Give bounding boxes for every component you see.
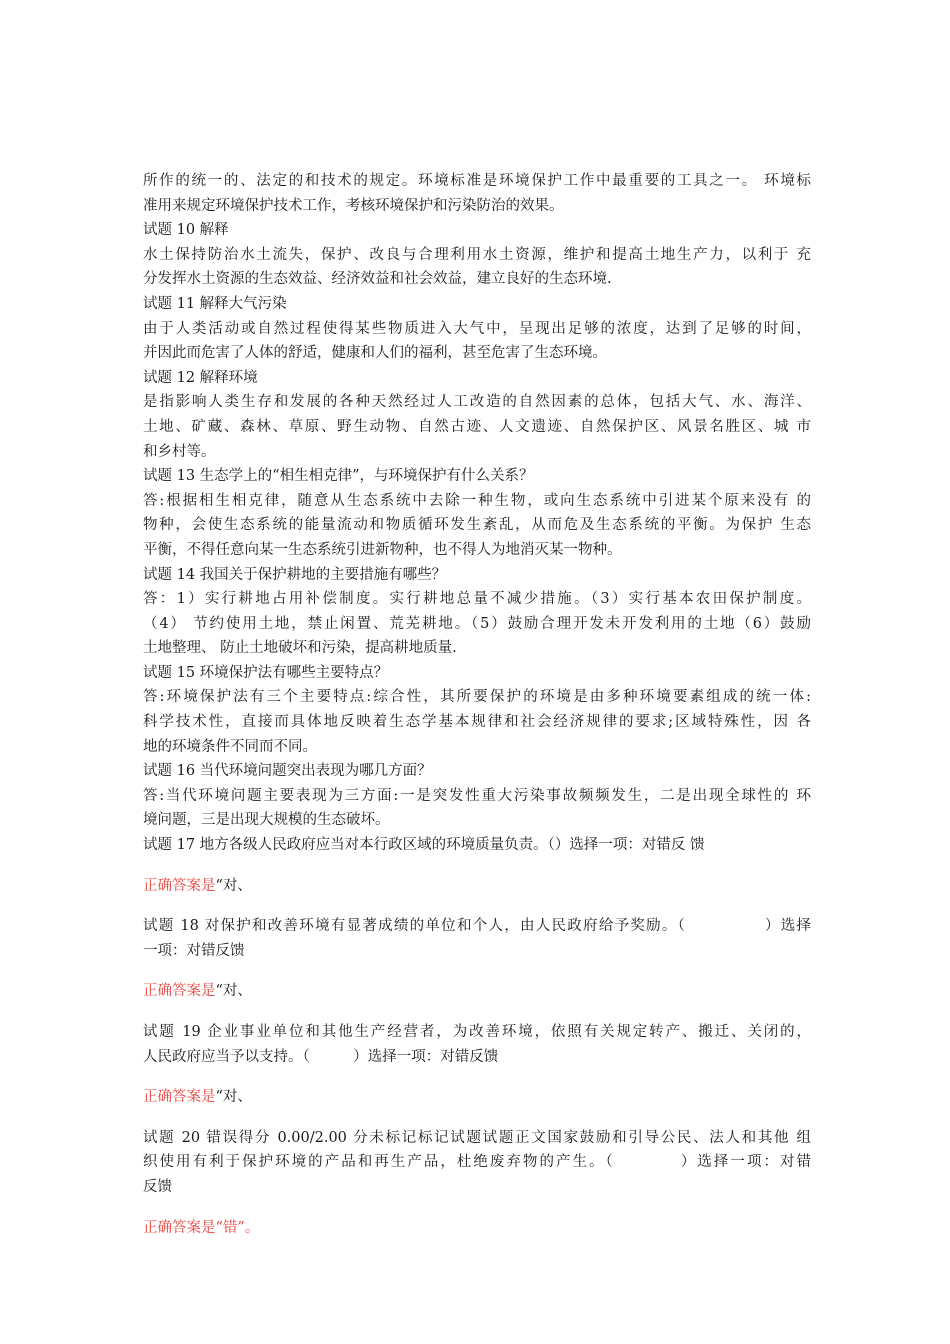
answer-value: “对、 [215, 1089, 252, 1106]
text-line: 境问题，三是出现大规模的生态破坏。 [143, 812, 390, 829]
text-line: 土地、矿藏、森林、草原、野生动物、自然古迹、人文遗迹、自然保护区、风景名胜区、城 市 [143, 418, 811, 435]
text-line: （4） 节约使用土地，禁止闲置、荒芜耕地。（5）鼓励合理开发未开发利用的土地（6）鼓励 [143, 615, 811, 632]
text-line: 答：1）实行耕地占用补偿制度。实行耕地总量不减少措施。（3）实行基本农田保护制度。 [143, 591, 811, 608]
answer-label: 正确答案是 [143, 877, 216, 894]
text-line: 水土保持防治水土流失，保护、改良与合理利用水土资源，维护和提高土地生产力，以利于 充 [143, 246, 811, 263]
answer-label: 正确答案是 [143, 983, 216, 1000]
text-line: 答:环境保护法有三个主要特点:综合性，其所要保护的环境是由多种环境要素组成的统一体: [143, 689, 811, 706]
question-heading: 试题 17 地方各级人民政府应当对本行政区域的环境质量负责。（）选择一项：对错反 馈 [143, 837, 705, 854]
text-line: 地的环境条件不同而不同。 [143, 738, 317, 755]
question-heading: 试题 14 我国关于保护耕地的主要措施有哪些？ [143, 566, 447, 583]
text-line: 准用来规定环境保护技术工作，考核环境保护和污染防治的效果。 [143, 197, 564, 214]
text-line: 反馈 [143, 1178, 172, 1195]
text-line: 答:当代环境问题主要表现为三方面:一是突发性重大污染事故频频发生，二是出现全球性的 环 [143, 787, 811, 804]
answer-line [143, 1085, 811, 1110]
question-heading: 试题 20 错误得分 0.00/2.00 分未标记标记试题试题正文国家鼓励和引导公民、法人和其他 组 [143, 1129, 811, 1146]
question-heading: 试题 16 当代环境问题突出表现为哪几方面？ [143, 763, 432, 780]
text-line: 和乡村等。 [143, 443, 216, 460]
answer-label: 正确答案是 [143, 1089, 216, 1106]
text-line: 是指影响人类生存和发展的各种天然经过人工改造的自然因素的总体，包括大气、水、海洋、 [143, 394, 811, 411]
question-heading: 试题 13 生态学上的“相生相克律”，与环境保护有什么关系？ [143, 468, 534, 485]
question-heading: 试题 10 解释 [143, 222, 229, 239]
final-answer-suffix: ”。 [237, 1219, 260, 1236]
text-line: 土地整理、 防止土地破坏和污染，提高耕地质量. [143, 640, 457, 657]
text-line: 平衡，不得任意向某一生态系统引进新物种，也不得人为地消灭某一物种。 [143, 541, 622, 558]
text-line: 人民政府应当予以支持。（ ）选择一项：对错反馈 [143, 1048, 499, 1065]
question-heading: 试题 18 对保护和改善环境有显著成绩的单位和个人，由人民政府给予奖励。（ ）选择 [143, 918, 811, 935]
final-answer-line [143, 1216, 811, 1241]
answer-line [143, 874, 811, 899]
final-answer-label: 正确答案是“ [143, 1219, 223, 1236]
final-answer-value: 错 [222, 1219, 238, 1236]
document-page [143, 169, 811, 1240]
text-line: 由于人类活动或自然过程使得某些物质进入大气中，呈现出足够的浓度，达到了足够的时间， [143, 320, 811, 337]
text-line: 答:根据相生相克律，随意从生态系统中去除一种生物，或向生态系统中引进某个原来没有 的 [143, 492, 811, 509]
answer-value: “对、 [215, 877, 252, 894]
answer-line [143, 979, 811, 1004]
question-heading: 试题 12 解释环境 [143, 369, 258, 386]
text-line: 织使用有利于保护环境的产品和再生产品，杜绝废弃物的产生。（ ）选择一项：对错 [143, 1154, 811, 1171]
text-line: 分发挥水土资源的生态效益、经济效益和社会效益，建立良好的生态环境. [143, 271, 612, 288]
text-line: 所作的统一的、法定的和技术的规定。环境标准是环境保护工作中最重要的工具之一。 环境标 [143, 173, 811, 189]
question-heading: 试题 19 企业事业单位和其他生产经营者，为改善环境，依照有关规定转产、搬迁、关闭的， [143, 1024, 811, 1040]
text-line: 物种，会使生态系统的能量流动和物质循环发生紊乱，从而危及生态系统的平衡。为保护 生态 [143, 517, 811, 534]
answer-value: “对、 [215, 983, 252, 1000]
question-heading: 试题 11 解释大气污染 [143, 295, 287, 312]
text-line: 并因此而危害了人体的舒适，健康和人们的福利，甚至危害了生态环境。 [143, 345, 607, 362]
text-line: 一项：对错反馈 [143, 942, 245, 959]
text-line: 科学技术性，直接而具体地反映着生态学基本规律和社会经济规律的要求;区域特殊性，因 各 [143, 714, 811, 731]
question-heading: 试题 15 环境保护法有哪些主要特点？ [143, 664, 389, 681]
